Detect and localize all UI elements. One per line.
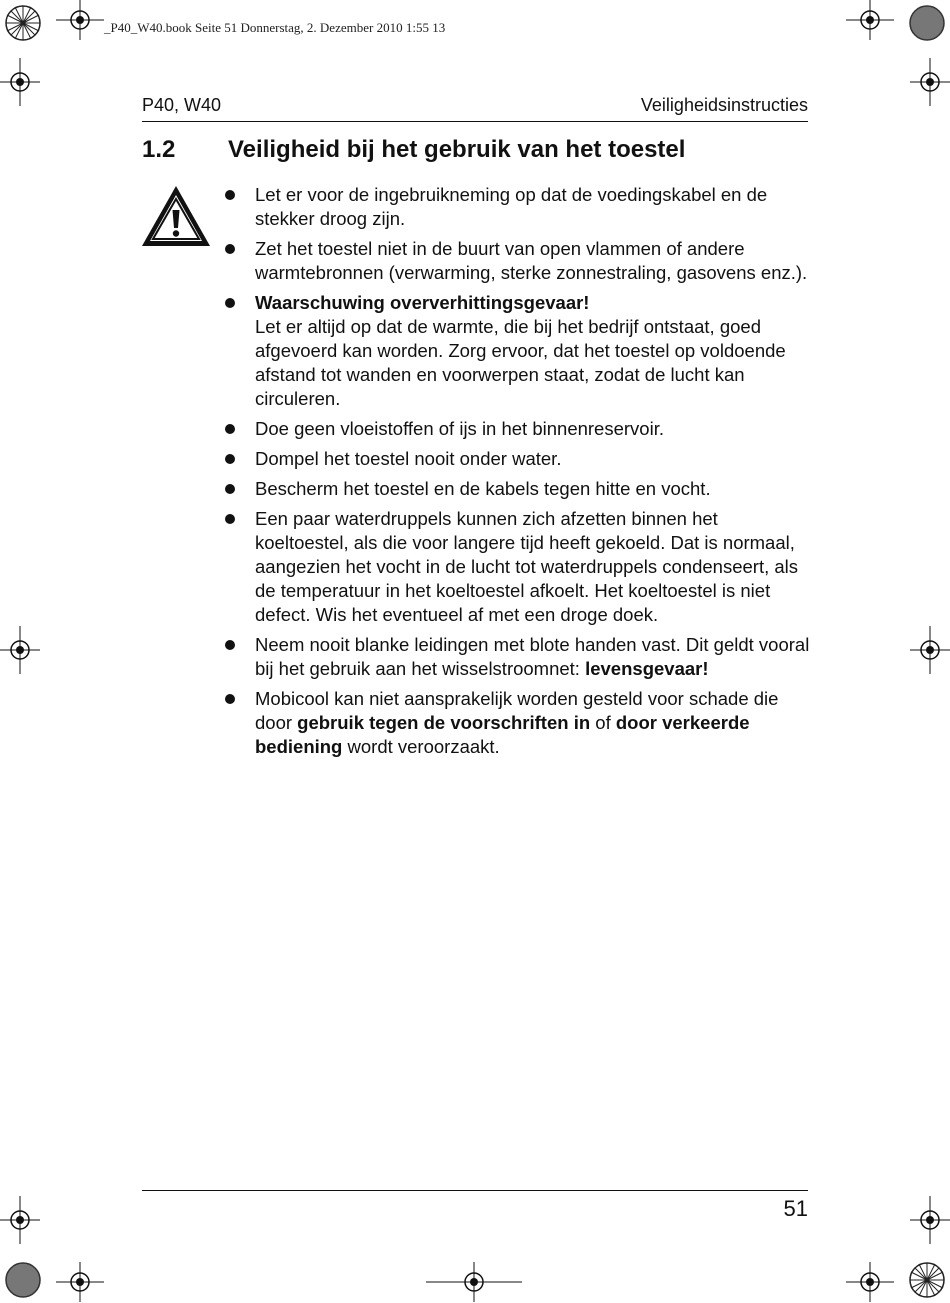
bullet-icon [225,514,235,524]
registration-mark-icon [910,1196,950,1244]
bullet-text: Bescherm het toestel en de kabels tegen hitte en vocht. [255,478,711,499]
section-title: Veiligheid bij het gebruik van het toestel [228,136,686,163]
bullet-icon [225,298,235,308]
bullet-icon [225,244,235,254]
list-item [255,237,811,285]
header-chapter: Veiligheidsinstructies [640,95,808,115]
list-item [255,687,811,759]
bullet-emphasis: gebruik tegen de voorschriften in [297,712,591,733]
bullet-text: of [590,712,616,733]
registration-mark-icon [0,626,40,674]
safety-list [255,183,811,765]
bullet-text: Neem nooit blanke leidingen met blote handen vast. Dit geldt vooral bij het gebruik aan het wisselstroomnet: [255,634,810,679]
color-target-icon [908,4,946,42]
list-item [255,417,811,441]
bullet-text: Dompel het toestel nooit onder water. [255,448,562,469]
bullet-text: Let er voor de ingebruikneming op dat de voedingskabel en de stekker droog zijn. [255,184,768,229]
bullet-emphasis: levensgevaar! [585,658,709,679]
footer-divider [142,1190,808,1191]
registration-mark-icon [910,58,950,106]
bullet-icon [225,190,235,200]
bullet-icon [225,694,235,704]
list-item [255,633,811,681]
bullet-text: Let er altijd op dat de warmte, die bij het bedrijf ontstaat, goed afgevoerd kan worden. Zorg ervoor, dat het toestel op voldoende afstand tot wanden en voorwerpen staat, zodat de lucht kan circuleren. [255,316,786,409]
registration-mark-icon [426,1262,522,1302]
page-number: 51 [783,1196,808,1221]
bullet-icon [225,484,235,494]
bullet-text: wordt veroorzaakt. [342,736,500,757]
header-model: P40, W40 [142,95,222,115]
bullet-emphasis: door verkeerde bediening [255,712,750,757]
bullet-text: Mobicool kan niet aansprakelijk worden gesteld voor schade die door [255,688,779,733]
bullet-text: Een paar waterdruppels kunnen zich afzetten binnen het koeltoestel, als die voor langere tijd heeft gekoeld. Dat is normaal, aangezien het vocht in de lucht tot waterdruppels condenseert, als de temperatuur in het koeltoestel afkoelt. Het koeltoestel is niet defect. Wis het eventueel af met een droge doek. [255,508,799,625]
registration-mark-icon [0,58,40,106]
registration-mark-icon [846,0,894,40]
bullet-icon [225,640,235,650]
bullet-heading: Waarschuwing oververhittingsgevaar! [255,292,590,313]
header-divider [142,121,808,122]
print-slug: _P40_W40.book Seite 51 Donnerstag, 2. Dezember 2010 1:55 13 [104,20,446,35]
list-item [255,447,811,471]
color-target-icon [908,1261,946,1299]
color-target-icon [4,4,42,42]
color-target-icon [4,1261,42,1299]
section-number: 1.2 [142,136,176,163]
registration-mark-icon [56,1262,104,1302]
list-item [255,477,811,501]
bullet-text: Zet het toestel niet in de buurt van open vlammen of andere warmtebronnen (verwarming, sterke zonnestraling, gasovens enz.). [255,238,808,283]
bullet-text: Doe geen vloeistoffen of ijs in het binnenreservoir. [255,418,664,439]
warning-triangle-icon [140,184,212,248]
registration-mark-icon [0,1196,40,1244]
bullet-icon [225,424,235,434]
list-item [255,291,811,411]
registration-mark-icon [846,1262,894,1302]
list-item [255,507,811,627]
registration-mark-icon [56,0,104,40]
registration-mark-icon [910,626,950,674]
bullet-icon [225,454,235,464]
list-item [255,183,811,231]
